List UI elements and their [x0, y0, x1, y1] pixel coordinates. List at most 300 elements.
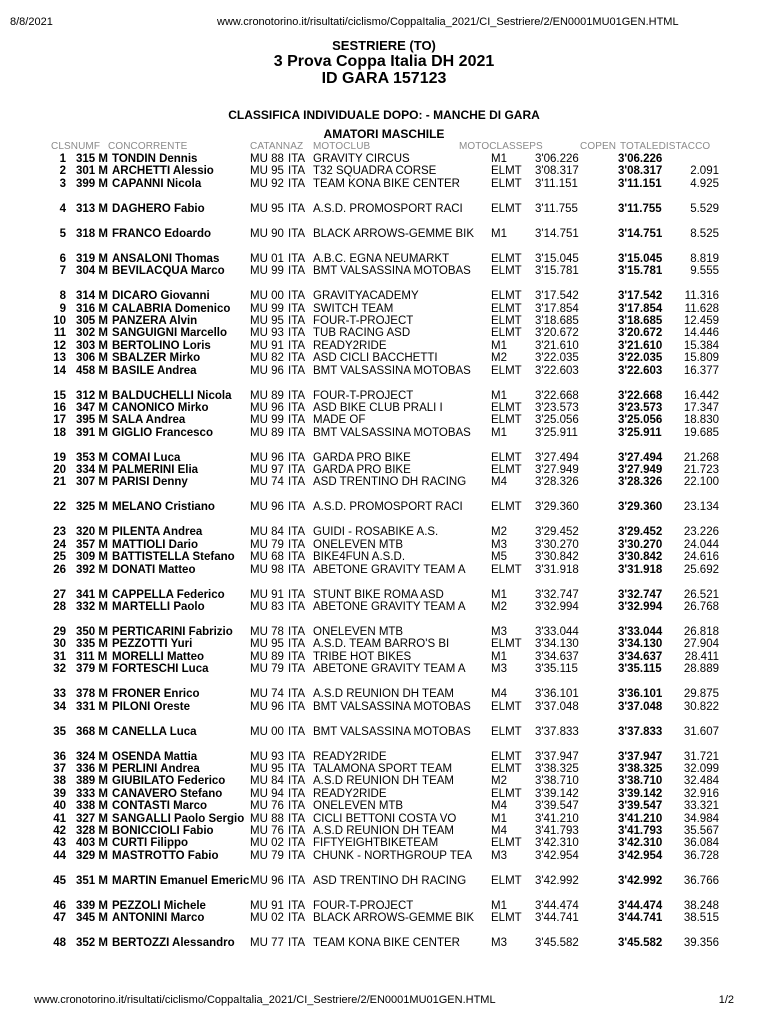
class-cell: M1: [491, 650, 507, 663]
bib-number-cell: 392 M: [76, 563, 108, 576]
rank-cell: 45: [53, 874, 66, 887]
total-time-cell: 3'30.842: [618, 551, 663, 564]
results-table-body: [0, 153, 768, 962]
gap-cell: 26.521: [683, 588, 719, 601]
rank-cell: 18: [53, 426, 66, 439]
bib-number-cell: 301 M: [76, 165, 108, 178]
table-row: [0, 327, 768, 339]
table-row: [0, 937, 768, 962]
class-cell: ELMT: [491, 414, 522, 427]
total-time-cell: 3'22.035: [618, 352, 663, 365]
stage-time-cell: 3'45.582: [535, 937, 579, 950]
stage-time-cell: 3'42.954: [535, 849, 579, 862]
motoclub-cell: TEAM KONA BIKE CENTER: [313, 937, 460, 950]
class-cell: ELMT: [491, 762, 522, 775]
bib-number-cell: 325 M: [76, 501, 108, 514]
class-cell: ELMT: [491, 874, 522, 887]
rider-name-cell: MELANO Cristiano: [112, 501, 215, 514]
rider-name-cell: PERLINI Andrea: [112, 762, 200, 775]
table-row: [0, 638, 768, 650]
motoclub-cell: BLACK ARROWS-GEMME BIK: [313, 912, 475, 925]
rider-name-cell: SBALZER Mirko: [112, 352, 201, 365]
bib-number-cell: 378 M: [76, 688, 108, 701]
rider-name-cell: BEVILACQUA Marco: [112, 265, 225, 278]
rider-name-cell: BERTOLINO Loris: [112, 339, 211, 352]
gap-cell: 27.904: [683, 638, 719, 651]
table-row: [0, 290, 768, 302]
motoclub-cell: A.S.D REUNION DH TEAM: [313, 775, 454, 788]
table-row: [0, 501, 768, 526]
stage-time-cell: 3'42.992: [535, 874, 579, 887]
total-time-cell: 3'32.994: [618, 601, 663, 614]
stage-time-cell: 3'38.710: [535, 775, 579, 788]
motoclub-cell: FOUR-T-PROJECT: [313, 899, 414, 912]
category-cell: MU 79: [250, 663, 284, 676]
nationality-cell: ITA: [288, 626, 306, 639]
rider-name-cell: BONICCIOLI Fabio: [112, 824, 214, 837]
gap-cell: 26.818: [683, 626, 719, 639]
gap-cell: 16.377: [683, 364, 719, 377]
col-catannaz: CATANNAZ: [250, 141, 304, 152]
table-row: [0, 526, 768, 538]
stage-time-cell: 3'25.911: [535, 426, 578, 439]
total-time-cell: 3'15.781: [618, 265, 663, 278]
motoclub-cell: BMT VALSASSINA MOTOBAS: [313, 725, 471, 738]
category-cell: MU 78: [250, 626, 284, 639]
table-row: [0, 788, 768, 800]
rank-cell: 37: [53, 762, 66, 775]
total-time-cell: 3'29.360: [618, 501, 663, 514]
category-cell: MU 89: [250, 650, 284, 663]
category-title: AMATORI MASCHILE: [323, 127, 445, 141]
rider-name-cell: DAGHERO Fabio: [112, 202, 205, 215]
stage-time-cell: 3'15.045: [535, 252, 579, 265]
motoclub-cell: ONELEVEN MTB: [313, 538, 404, 551]
category-cell: MU 96: [250, 364, 284, 377]
motoclub-cell: TUB RACING ASD: [313, 327, 411, 340]
category-cell: MU 99: [250, 302, 284, 315]
gap-cell: 36.728: [683, 849, 719, 862]
rider-name-cell: CAPANNI Nicola: [112, 177, 202, 190]
gap-cell: 38.515: [683, 912, 719, 925]
rider-name-cell: FRONER Enrico: [112, 688, 200, 701]
rider-name-cell: DICARO Giovanni: [112, 290, 210, 303]
table-row: [0, 800, 768, 812]
motoclub-cell: A.S.D REUNION DH TEAM: [313, 824, 454, 837]
total-time-cell: 3'37.947: [618, 750, 663, 763]
category-cell: MU 77: [250, 937, 284, 950]
rider-name-cell: ANTONINI Marco: [112, 912, 205, 925]
motoclub-cell: TEAM KONA BIKE CENTER: [313, 177, 460, 190]
table-row: [0, 228, 768, 253]
rank-cell: 43: [53, 837, 66, 850]
total-time-cell: 3'41.210: [618, 812, 663, 825]
stage-time-cell: 3'20.672: [535, 327, 579, 340]
category-cell: MU 00: [250, 290, 284, 303]
gap-cell: 35.567: [683, 824, 719, 837]
stage-time-cell: 3'08.317: [535, 165, 579, 178]
bib-number-cell: 316 M: [76, 302, 108, 315]
bib-number-cell: 328 M: [76, 824, 108, 837]
category-cell: MU 96: [250, 501, 284, 514]
table-row: [0, 837, 768, 849]
gap-cell: 22.100: [683, 476, 719, 489]
class-cell: ELMT: [491, 265, 522, 278]
motoclub-cell: GUIDI - ROSABIKE A.S.: [313, 526, 439, 539]
rider-name-cell: FRANCO Edoardo: [112, 227, 212, 240]
bib-number-cell: 318 M: [76, 227, 108, 240]
table-row: [0, 551, 768, 563]
class-cell: M2: [491, 601, 507, 614]
table-row: [0, 751, 768, 763]
nationality-cell: ITA: [288, 302, 306, 315]
bib-number-cell: 311 M: [76, 650, 108, 663]
motoclub-cell: A.S.D. PROMOSPORT RACI: [313, 202, 463, 215]
category-cell: MU 79: [250, 849, 284, 862]
stage-time-cell: 3'22.603: [535, 364, 579, 377]
class-cell: M2: [491, 352, 507, 365]
rider-name-cell: PILENTA Andrea: [112, 526, 203, 539]
class-cell: M3: [491, 937, 507, 950]
rider-name-cell: BASILE Andrea: [112, 364, 197, 377]
col-copen: COPEN: [580, 141, 617, 152]
nationality-cell: ITA: [288, 252, 306, 265]
table-row: [0, 651, 768, 663]
class-cell: ELMT: [491, 837, 522, 850]
class-cell: M4: [491, 800, 507, 813]
total-time-cell: 3'11.755: [618, 202, 662, 215]
nationality-cell: ITA: [288, 414, 306, 427]
motoclub-cell: CHUNK - NORTHGROUP TEA: [313, 849, 473, 862]
gap-cell: 15.809: [683, 352, 719, 365]
gap-cell: 5.529: [690, 202, 719, 215]
rank-cell: 8: [59, 290, 66, 303]
bib-number-cell: 391 M: [76, 426, 108, 439]
rank-cell: 17: [53, 414, 66, 427]
class-cell: ELMT: [491, 501, 522, 514]
nationality-cell: ITA: [288, 700, 306, 713]
nationality-cell: ITA: [288, 551, 306, 564]
class-cell: M4: [491, 476, 507, 489]
results-table-header: [0, 141, 768, 153]
bib-number-cell: 315 M: [76, 153, 108, 165]
rider-name-cell: ANSALONI Thomas: [112, 252, 220, 265]
bib-number-cell: 313 M: [76, 202, 108, 215]
motoclub-cell: A.S.D REUNION DH TEAM: [313, 688, 454, 701]
motoclub-cell: ABETONE GRAVITY TEAM A: [313, 601, 466, 614]
bib-number-cell: 332 M: [76, 601, 108, 614]
table-row: [0, 900, 768, 912]
rider-name-cell: SANGALLI Paolo Sergio: [112, 812, 245, 825]
category-cell: MU 01: [250, 252, 284, 265]
bib-number-cell: 302 M: [76, 327, 108, 340]
rider-name-cell: PEZZOLI Michele: [112, 899, 206, 912]
nationality-cell: ITA: [288, 588, 306, 601]
class-cell: M3: [491, 663, 507, 676]
table-row: [0, 340, 768, 352]
nationality-cell: ITA: [288, 290, 306, 303]
nationality-cell: ITA: [288, 837, 306, 850]
nationality-cell: ITA: [288, 501, 306, 514]
bib-number-cell: 399 M: [76, 177, 108, 190]
motoclub-cell: MADE OF: [313, 414, 366, 427]
total-time-cell: 3'45.582: [618, 937, 663, 950]
total-time-cell: 3'27.949: [618, 464, 663, 477]
bib-number-cell: 303 M: [76, 339, 108, 352]
gap-cell: 34.984: [683, 812, 719, 825]
motoclub-cell: STUNT BIKE ROMA ASD: [313, 588, 444, 601]
table-row: [0, 476, 768, 501]
gap-cell: 11.316: [684, 290, 719, 303]
stage-time-cell: 3'06.226: [535, 153, 579, 165]
category-cell: MU 84: [250, 775, 284, 788]
bib-number-cell: 309 M: [76, 551, 108, 564]
rider-name-cell: SALA Andrea: [112, 414, 186, 427]
motoclub-cell: T32 SQUADRA CORSE: [313, 165, 437, 178]
stage-time-cell: 3'29.452: [535, 526, 579, 539]
nationality-cell: ITA: [288, 663, 306, 676]
class-cell: ELMT: [491, 750, 522, 763]
rank-cell: 36: [53, 750, 66, 763]
stage-time-cell: 3'11.151: [535, 177, 578, 190]
table-row: [0, 253, 768, 265]
motoclub-cell: ONELEVEN MTB: [313, 626, 404, 639]
motoclub-cell: BIKE4FUN A.S.D.: [313, 551, 406, 564]
category-cell: MU 88: [250, 812, 284, 825]
category-cell: MU 89: [250, 426, 284, 439]
rank-cell: 38: [53, 775, 66, 788]
bib-number-cell: 379 M: [76, 663, 108, 676]
total-time-cell: 3'14.751: [618, 227, 663, 240]
rider-name-cell: CONTASTI Marco: [112, 800, 207, 813]
nationality-cell: ITA: [288, 314, 306, 327]
gap-cell: 30.822: [683, 700, 719, 713]
rank-cell: 14: [53, 364, 66, 377]
category-cell: MU 95: [250, 202, 284, 215]
page-number: 1/2: [718, 994, 734, 1006]
gap-cell: 31.607: [683, 725, 719, 738]
table-row: [0, 626, 768, 638]
total-time-cell: 3'39.142: [618, 787, 663, 800]
table-row: [0, 564, 768, 589]
nationality-cell: ITA: [288, 177, 306, 190]
total-time-cell: 3'33.044: [618, 626, 663, 639]
nationality-cell: ITA: [288, 165, 306, 178]
total-time-cell: 3'39.547: [618, 800, 663, 813]
motoclub-cell: BMT VALSASSINA MOTOBAS: [313, 265, 471, 278]
total-time-cell: 3'18.685: [618, 314, 663, 327]
rank-cell: 13: [53, 352, 66, 365]
gap-cell: 15.384: [683, 339, 719, 352]
stage-time-cell: 3'30.842: [535, 551, 579, 564]
rank-cell: 42: [53, 824, 66, 837]
rank-cell: 9: [59, 302, 66, 315]
table-row: [0, 539, 768, 551]
rank-cell: 16: [53, 401, 66, 414]
gap-cell: 33.321: [683, 800, 719, 813]
nationality-cell: ITA: [288, 327, 306, 340]
gap-cell: 24.616: [683, 551, 719, 564]
classification-title: CLASSIFICA INDIVIDUALE DOPO: - MANCHE DI GARA: [228, 108, 540, 122]
table-row: [0, 315, 768, 327]
print-url[interactable]: www.cronotorino.it/risultati/ciclismo/CoppaItalia_2021/CI_Sestriere/2/EN0001MU01GEN.HTML: [217, 16, 679, 28]
rank-cell: 5: [59, 227, 66, 240]
rank-cell: 11: [53, 327, 66, 340]
category-cell: MU 93: [250, 327, 284, 340]
nationality-cell: ITA: [288, 265, 306, 278]
bib-number-cell: 319 M: [76, 252, 108, 265]
gap-cell: 26.768: [683, 601, 719, 614]
class-cell: M3: [491, 849, 507, 862]
gap-cell: 23.226: [683, 526, 719, 539]
gap-cell: 28.889: [683, 663, 719, 676]
table-row: [0, 427, 768, 452]
rider-name-cell: TONDIN Dennis: [112, 153, 198, 165]
gap-cell: 9.555: [690, 265, 719, 278]
class-cell: ELMT: [491, 563, 522, 576]
nationality-cell: ITA: [288, 526, 306, 539]
class-cell: ELMT: [491, 165, 522, 178]
table-row: [0, 589, 768, 601]
rider-name-cell: CANELLA Luca: [112, 725, 197, 738]
bib-number-cell: 338 M: [76, 800, 108, 813]
class-cell: M4: [491, 688, 507, 701]
table-row: [0, 352, 768, 364]
total-time-cell: 3'21.610: [618, 339, 663, 352]
total-time-cell: 3'34.130: [618, 638, 663, 651]
category-cell: MU 93: [250, 750, 284, 763]
bib-number-cell: 314 M: [76, 290, 108, 303]
nationality-cell: ITA: [288, 912, 306, 925]
stage-time-cell: 3'35.115: [535, 663, 578, 676]
rank-cell: 31: [53, 650, 66, 663]
motoclub-cell: BMT VALSASSINA MOTOBAS: [313, 364, 471, 377]
category-cell: MU 88: [250, 153, 284, 165]
table-row: [0, 601, 768, 626]
category-cell: MU 79: [250, 538, 284, 551]
bib-number-cell: 324 M: [76, 750, 108, 763]
rank-cell: 34: [53, 700, 66, 713]
nationality-cell: ITA: [288, 849, 306, 862]
table-row: [0, 850, 768, 875]
category-cell: MU 83: [250, 601, 284, 614]
category-cell: MU 91: [250, 588, 284, 601]
total-time-cell: 3'42.954: [618, 849, 663, 862]
rider-name-cell: COMAI Luca: [112, 451, 181, 464]
total-time-cell: 3'29.452: [618, 526, 663, 539]
table-row: [0, 813, 768, 825]
rank-cell: 20: [53, 464, 66, 477]
stage-time-cell: 3'37.947: [535, 750, 579, 763]
motoclub-cell: SWITCH TEAM: [313, 302, 394, 315]
rider-name-cell: CAPPELLA Federico: [112, 588, 225, 601]
table-row: [0, 763, 768, 775]
nationality-cell: ITA: [288, 401, 306, 414]
rider-name-cell: PILONI Oreste: [112, 700, 190, 713]
stage-time-cell: 3'15.781: [535, 265, 579, 278]
bib-number-cell: 320 M: [76, 526, 108, 539]
motoclub-cell: READY2RIDE: [313, 750, 387, 763]
gap-cell: 39.356: [683, 937, 719, 950]
stage-time-cell: 3'41.793: [535, 824, 579, 837]
gap-cell: 36.766: [683, 874, 719, 887]
class-cell: M3: [491, 626, 507, 639]
nationality-cell: ITA: [288, 937, 306, 950]
nationality-cell: ITA: [288, 638, 306, 651]
motoclub-cell: A.S.D. TEAM BARRO'S BI: [313, 638, 450, 651]
category-cell: MU 84: [250, 526, 284, 539]
bib-number-cell: 335 M: [76, 638, 108, 651]
rider-name-cell: BATTISTELLA Stefano: [112, 551, 235, 564]
class-cell: ELMT: [491, 252, 522, 265]
rider-name-cell: CALABRIA Domenico: [112, 302, 231, 315]
category-cell: MU 68: [250, 551, 284, 564]
category-cell: MU 90: [250, 227, 284, 240]
nationality-cell: ITA: [288, 775, 306, 788]
motoclub-cell: READY2RIDE: [313, 787, 387, 800]
table-row: [0, 912, 768, 937]
rider-name-cell: PALMERINI Elia: [112, 464, 199, 477]
rider-name-cell: ARCHETTI Alessio: [112, 165, 214, 178]
bib-number-cell: 351 M: [76, 874, 108, 887]
motoclub-cell: TALAMONA SPORT TEAM: [313, 762, 453, 775]
stage-time-cell: 3'32.747: [535, 588, 579, 601]
stage-time-cell: 3'36.101: [535, 688, 579, 701]
table-row: [0, 178, 768, 203]
table-row: [0, 688, 768, 700]
stage-time-cell: 3'25.056: [535, 414, 579, 427]
footer-url[interactable]: www.cronotorino.it/risultati/ciclismo/CoppaItalia_2021/CI_Sestriere/2/EN0001MU01GEN.HTML: [34, 994, 496, 1006]
rank-cell: 29: [53, 626, 66, 639]
class-cell: M1: [491, 899, 507, 912]
nationality-cell: ITA: [288, 426, 306, 439]
total-time-cell: 3'38.710: [618, 775, 663, 788]
motoclub-cell: GRAVITY CIRCUS: [313, 153, 410, 165]
bib-number-cell: 306 M: [76, 352, 108, 365]
category-cell: MU 97: [250, 464, 284, 477]
class-cell: ELMT: [491, 177, 522, 190]
class-cell: M1: [491, 389, 507, 402]
rank-cell: 39: [53, 787, 66, 800]
category-cell: MU 96: [250, 401, 284, 414]
stage-time-cell: 3'27.494: [535, 451, 579, 464]
rank-cell: 41: [53, 812, 66, 825]
total-time-cell: 3'37.048: [618, 700, 663, 713]
nationality-cell: ITA: [288, 812, 306, 825]
total-time-cell: 3'06.226: [618, 153, 663, 165]
stage-time-cell: 3'22.668: [535, 389, 579, 402]
nationality-cell: ITA: [288, 762, 306, 775]
nationality-cell: ITA: [288, 800, 306, 813]
gap-cell: 16.442: [683, 389, 719, 402]
bib-number-cell: 353 M: [76, 451, 108, 464]
table-row: [0, 464, 768, 476]
category-cell: MU 95: [250, 762, 284, 775]
category-cell: MU 76: [250, 824, 284, 837]
rank-cell: 28: [53, 601, 66, 614]
gap-cell: 21.268: [683, 451, 719, 464]
rank-cell: 10: [53, 314, 66, 327]
rider-name-cell: MORELLI Matteo: [112, 650, 204, 663]
total-time-cell: 3'27.494: [618, 451, 663, 464]
event-title: 3 Prova Coppa Italia DH 2021: [273, 53, 495, 70]
class-cell: M5: [491, 551, 507, 564]
rank-cell: 12: [53, 339, 66, 352]
rider-name-cell: SANGUIGNI Marcello: [112, 327, 228, 340]
rank-cell: 27: [53, 588, 66, 601]
category-cell: MU 76: [250, 800, 284, 813]
table-row: [0, 825, 768, 837]
